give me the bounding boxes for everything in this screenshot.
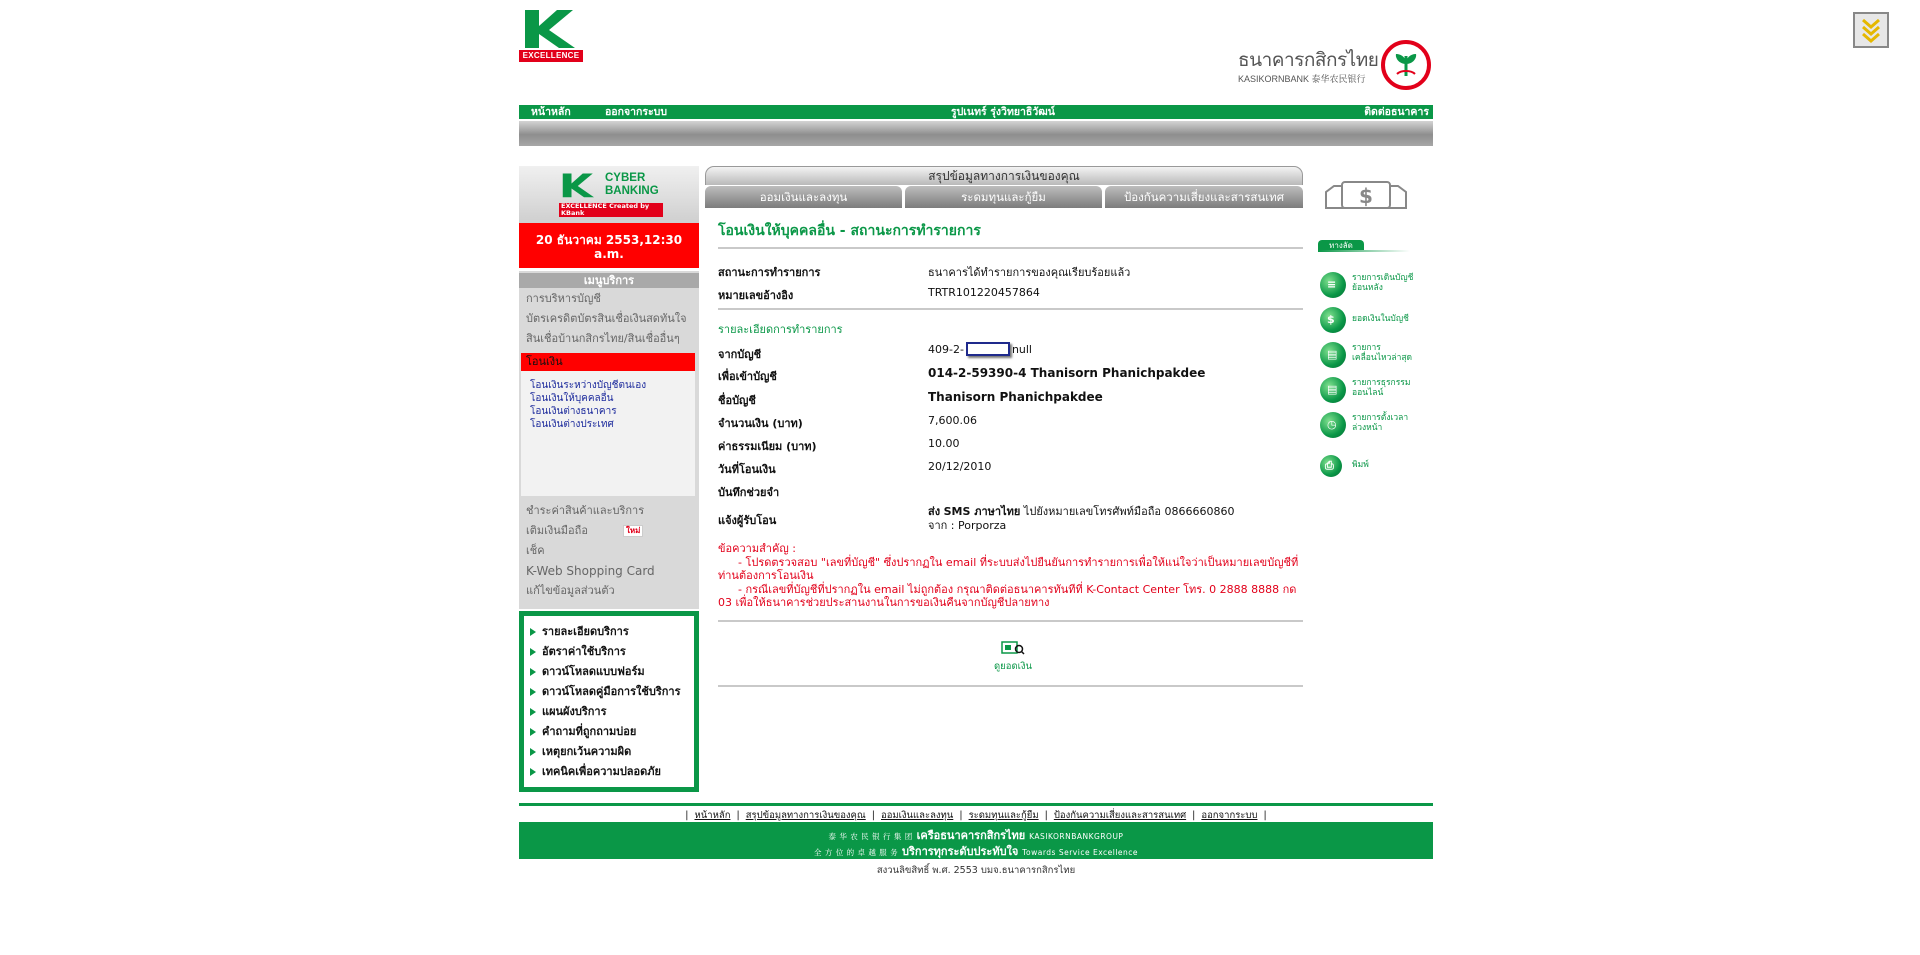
reference-value: TRTR101220457864	[928, 286, 1040, 299]
to-account-label: เพื่อเข้าบัญชี	[718, 370, 777, 383]
tab-funding-loans[interactable]: ระดมทุนและกู้ยืม	[905, 186, 1102, 208]
menu-item-mobile-topup[interactable]: เติมเงินมือถือ	[526, 524, 588, 537]
service-link-disclaimer[interactable]: เหตุยกเว้นความผิด	[530, 742, 631, 760]
nav-logout-link[interactable]: ออกจากระบบ	[605, 106, 667, 118]
kasikornbank-logo	[1235, 40, 1435, 96]
cyber-title-2: BANKING	[605, 185, 659, 197]
shortcut-label: พิมพ์	[1352, 460, 1369, 470]
from-account-prefix: 409-2-	[928, 343, 964, 356]
menu-item-account-management[interactable]: การบริหารบัญชี	[526, 292, 601, 305]
notify-from: จาก : Porporza	[928, 519, 1007, 532]
divider	[718, 685, 1303, 687]
view-balance-label: ดูยอดเงิน	[994, 661, 1032, 672]
transfer-date-value: 20/12/2010	[928, 460, 992, 473]
menu-item-bill-payment[interactable]: ชำระค่าสินค้าและบริการ	[526, 504, 645, 517]
notice-item-2: - กรณีเลขที่บัญชีที่ปรากฏใน email ไม่ถูกต้อง กรุณาติดต่อธนาคารทันทีที่ K-Contact Center โทร. 0 2888 8888 กด 03 เพื่อให้ธนาคารช่วยประสานงานในการขอเงินคืนจากบัญชีปลายทาง	[718, 582, 1297, 609]
service-menu	[519, 271, 699, 609]
k-logo-icon	[519, 8, 583, 52]
transfer-date-label: วันที่โอนเงิน	[718, 463, 776, 476]
service-info-box	[519, 611, 699, 792]
shortcut-label: ยอดเงินในบัญชี	[1352, 314, 1409, 324]
notify-sms: SMS ภาษาไทย	[943, 505, 1021, 518]
k-excellence-logo	[519, 8, 583, 63]
footer-slogan-th: บริการทุกระดับประทับใจ	[902, 845, 1019, 858]
k-logo-icon	[559, 169, 599, 203]
service-link-fees[interactable]: อัตราค่าใช้บริการ	[530, 642, 626, 660]
new-badge: ใหม่	[623, 525, 643, 537]
top-navigation-bar	[519, 105, 1433, 119]
submenu-other-person[interactable]: โอนเงินให้บุคคลอื่น	[530, 393, 614, 404]
cyber-strip	[559, 203, 663, 217]
status-value: ธนาคารได้ทำรายการของคุณเรียบร้อยแล้ว	[928, 266, 1131, 279]
notify-recipient-value	[928, 505, 1234, 533]
divider	[718, 308, 1303, 310]
divider	[718, 620, 1303, 622]
footer-links: | หน้าหลัก | สรุปข้อมูลทางการเงินของคุณ | ออมเงินและลงทุน | ระดมทุนและกู้ยืม | ป้องกันความเสี่ยงและสารสนเทศ | ออกจากระบบ |	[685, 810, 1267, 821]
shortcut-print[interactable]	[1318, 453, 1418, 483]
money-icon	[1324, 178, 1408, 216]
bank-name-thai: ธนาคารกสิกรไทย	[1238, 49, 1379, 71]
shortcut-statement-history[interactable]	[1318, 270, 1418, 300]
account-name-value: Thanisorn Phanichpakdee	[928, 390, 1103, 404]
service-link-faq[interactable]: คำถามที่ถูกถามบ่อย	[530, 722, 636, 740]
statement-icon: ≡	[1320, 272, 1346, 298]
cyber-title-1: CYBER	[605, 172, 646, 184]
from-account-suffix: null	[1011, 343, 1032, 356]
footer-slogan-line	[519, 842, 1433, 860]
amount-label: จำนวนเงิน (บาท)	[718, 417, 803, 430]
footer-link-home[interactable]: หน้าหลัก	[694, 810, 731, 821]
footer-group-en: KASIKORNBANKGROUP	[1029, 832, 1124, 841]
menu-item-shopping-card[interactable]: K-Web Shopping Card	[526, 564, 655, 578]
menu-item-home-loan[interactable]: สินเชื่อบ้านกสิกรไทย/สินเชื่ออื่นๆ	[526, 332, 680, 345]
print-icon: ⎙	[1320, 455, 1342, 477]
service-link-download-forms[interactable]: ดาวน์โหลดแบบฟอร์ม	[530, 662, 645, 680]
chevron-down-icon	[1855, 14, 1887, 46]
notify-rest: ไปยังหมายเลขโทรศัพท์มือถือ 0866660860	[1023, 505, 1235, 518]
memo-label: บันทึกช่วยจำ	[718, 486, 780, 499]
important-notice	[718, 542, 1303, 610]
shortcut-account-balance[interactable]	[1318, 305, 1418, 335]
main-tabs	[705, 166, 1303, 208]
bank-name-english: KASIKORNBANK 泰华农民银行	[1238, 74, 1366, 84]
divider	[718, 247, 1303, 249]
notice-title: ข้อความสำคัญ :	[718, 542, 796, 555]
service-link-details[interactable]: รายละเอียดบริการ	[530, 622, 629, 640]
footer-slogan-en: Towards Service Excellence	[1022, 848, 1139, 857]
menu-item-credit-card[interactable]: บัตรเครดิตบัตรสินเชื่อเงินสดทันใจ	[526, 312, 687, 325]
status-label: สถานะการทำรายการ	[718, 266, 821, 279]
tab-savings-investment[interactable]: ออมเงินและลงทุน	[705, 186, 902, 208]
shortcut-divider	[1318, 250, 1410, 252]
fee-label: ค่าธรรมเนียม (บาท)	[718, 440, 817, 453]
footer-group-cn: 泰 华 农 民 银 行 集 团	[828, 832, 913, 841]
reference-label: หมายเลขอ้างอิง	[718, 289, 794, 302]
footer-link-logout[interactable]: ออกจากระบบ	[1201, 810, 1258, 821]
menu-item-transfer[interactable]: โอนเงิน	[521, 353, 695, 371]
account-name-label: ชื่อบัญชี	[718, 394, 756, 407]
shortcut-label: รายการธุรกรรมออนไลน์	[1352, 378, 1411, 398]
masked-account-number	[966, 342, 1010, 356]
tab-financial-summary[interactable]: สรุปข้อมูลทางการเงินของคุณ	[705, 166, 1303, 185]
notify-recipient-label: แจ้งผู้รับโอน	[718, 514, 777, 527]
copyright-notice: สงวนลิขสิทธิ์ พ.ศ. 2553 บมจ.ธนาคารกสิกรไทย	[876, 865, 1076, 876]
shortcut-recent-movements[interactable]	[1318, 340, 1418, 370]
service-link-security-tips[interactable]: เทคนิคเพื่อความปลอดภัย	[530, 762, 661, 780]
shortcut-label: รายการตั้งเวลาล่วงหน้า	[1352, 413, 1409, 433]
cyber-strip-label: EXCELLENCE Created by KBank	[559, 203, 663, 217]
cyber-banking-logo	[519, 166, 699, 223]
k-logo-label: EXCELLENCE	[519, 50, 583, 62]
section-title: รายละเอียดการทำรายการ	[718, 323, 843, 336]
service-link-sitemap[interactable]: แผนผังบริการ	[530, 702, 607, 720]
transfer-submenu	[521, 371, 695, 496]
submenu-other-bank[interactable]: โอนเงินต่างธนาคาร	[530, 406, 617, 417]
footer-link-risk[interactable]: ป้องกันความเสี่ยงและสารสนเทศ	[1053, 810, 1187, 821]
shortcut-scheduled-transactions[interactable]	[1318, 410, 1418, 440]
from-account-label: จากบัญชี	[718, 348, 762, 361]
service-link-download-manual[interactable]: ดาวน์โหลดคู่มือการใช้บริการ	[530, 682, 681, 700]
footer-link-financial-summary[interactable]: สรุปข้อมูลทางการเงินของคุณ	[745, 810, 866, 821]
page-title: โอนเงินให้บุคคลอื่น - สถานะการทำรายการ	[718, 223, 981, 239]
current-date: 20 ธันวาคม 2553,12:30 a.m.	[519, 223, 699, 268]
collapse-toggle-button[interactable]	[1853, 12, 1889, 48]
header-divider-band	[519, 121, 1433, 146]
shortcut-tab: ทางลัด	[1318, 240, 1364, 251]
document-icon: ▤	[1320, 342, 1346, 368]
amount-value: 7,600.06	[928, 414, 977, 427]
submenu-international[interactable]: โอนเงินต่างประเทศ	[530, 419, 614, 430]
nav-contact-link[interactable]: ติดต่อธนาคาร	[1364, 106, 1429, 118]
menu-item-cheque[interactable]: เช็ค	[526, 544, 545, 557]
to-account-value: 014-2-59390-4 Thanisorn Phanichpakdee	[928, 366, 1206, 380]
notice-item-1: - โปรดตรวจสอบ "เลขที่บัญชี" ซึ่งปรากฏใน email ที่ระบบส่งไปยืนยันการทำรายการเพื่อให้แน่ใจว่าเป็นหมายเลขบัญชีที่ท่านต้องการโอนเงิน	[718, 555, 1299, 582]
dollar-icon: $	[1320, 307, 1346, 333]
footer-divider	[519, 803, 1433, 806]
fee-value: 10.00	[928, 437, 960, 450]
tab-risk-protection[interactable]: ป้องกันความเสี่ยงและสารสนเทศ	[1105, 186, 1303, 208]
menu-item-edit-profile[interactable]: แก้ไขข้อมูลส่วนตัว	[526, 584, 615, 597]
footer-link-savings[interactable]: ออมเงินและลงทุน	[880, 810, 954, 821]
footer-link-funding[interactable]: ระดมทุนและกู้ยืม	[968, 810, 1039, 821]
shortcut-label: รายการเดินบัญชีย้อนหลัง	[1352, 273, 1414, 293]
document-icon: ▤	[1320, 377, 1346, 403]
balance-search-icon	[1001, 640, 1025, 656]
from-account-value	[928, 342, 1032, 356]
bank-seal-icon	[1381, 40, 1431, 90]
menu-title: เมนูบริการ	[519, 273, 699, 288]
nav-home-link[interactable]: หน้าหลัก	[531, 106, 571, 118]
notify-prefix: ส่ง	[928, 505, 941, 518]
view-balance-button[interactable]	[983, 640, 1043, 674]
shortcut-label: รายการเคลื่อนไหวล่าสุด	[1352, 343, 1413, 363]
footer-brand-band	[519, 822, 1433, 859]
shortcut-online-transactions[interactable]	[1318, 375, 1418, 405]
submenu-own-account[interactable]: โอนเงินระหว่างบัญชีตนเอง	[530, 380, 647, 391]
user-name: รูปเนทร์ รุ่งวิทยาธิวัฒน์	[951, 106, 1055, 118]
footer-slogan-cn: 全 方 位 的 卓 越 服 务	[813, 848, 899, 857]
clock-icon: ◷	[1320, 412, 1346, 438]
footer-group-th: เครือธนาคารกสิกรไทย	[916, 829, 1026, 842]
svg-text:$: $	[1359, 184, 1373, 208]
